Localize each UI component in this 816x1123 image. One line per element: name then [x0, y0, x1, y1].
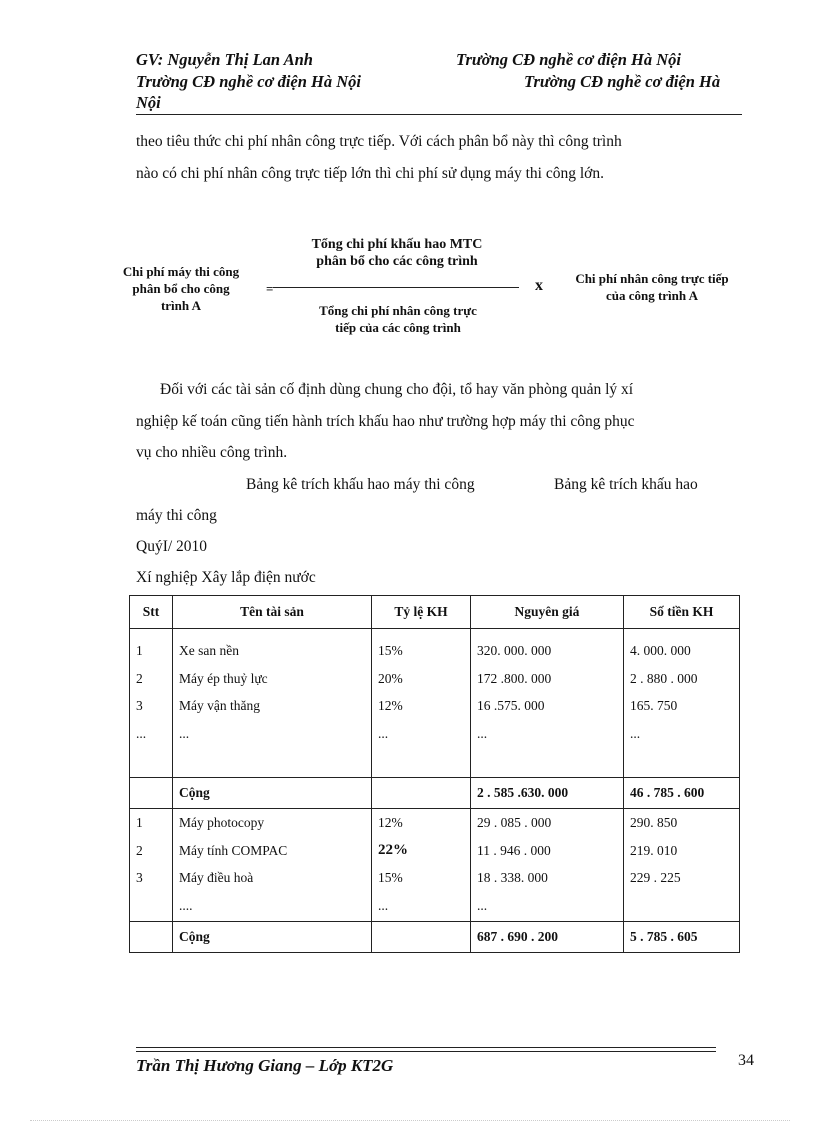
intro-line-2: nào có chi phí nhân công trực tiếp lớn thì chi phí sử dụng máy thi công lớn.: [136, 165, 604, 182]
g1-name-2: Máy ép thuỷ lực: [179, 670, 268, 686]
g2-dep-3: 229 . 225: [630, 870, 681, 885]
formula-lhs: Chi phí máy thi công phân bổ cho công trình A: [122, 264, 240, 313]
header-asset-name: Tên tài sản: [173, 596, 372, 629]
g1-stt-1: 1: [136, 643, 143, 658]
g1-name-1: Xe san nền: [179, 643, 239, 658]
sum2-dep: 5 . 785 . 605: [624, 922, 740, 953]
g1-cost-2: 172 .800. 000: [477, 670, 552, 686]
table-sum-row-2: [130, 922, 740, 953]
footer-author: Trần Thị Hương Giang – Lớp KT2G: [136, 1056, 394, 1075]
g2-cost-4: ...: [477, 897, 488, 913]
header-rate: Tỷ lệ KH: [372, 596, 471, 629]
g2-name-1: Máy photocopy: [179, 815, 265, 830]
table-header-row: [130, 596, 740, 629]
g1-dep-4: ...: [630, 725, 641, 741]
g2-name-4: ....: [179, 897, 193, 913]
g2-stt-3: 3: [136, 870, 143, 885]
g1-dep-3: 165. 750: [630, 698, 678, 713]
sum1-dep: 46 . 785 . 600: [624, 778, 740, 809]
company-label: Xí nghiệp Xây lắp điện nước: [136, 569, 316, 586]
header-school: Trường CĐ nghề cơ điện Hà Nội: [456, 50, 681, 69]
table-row-group2: [130, 809, 740, 922]
header-school-left: Trường CĐ nghề cơ điện Hà Nội: [136, 72, 361, 91]
g2-name-2: Máy tính COMPAC: [179, 842, 288, 858]
sum2-cost: 687 . 690 . 200: [471, 922, 624, 953]
g1-rate-4: ...: [378, 725, 389, 741]
header-stt: Stt: [130, 596, 173, 629]
g2-stt-2: 2: [136, 842, 143, 858]
g2-rate-2: 22%: [378, 841, 408, 858]
table-title-b: Bảng kê trích khấu hao: [554, 476, 698, 493]
g2-cost-2: 11 . 946 . 000: [477, 842, 551, 858]
depreciation-table: [129, 595, 740, 953]
g2-name-3: Máy điều hoà: [179, 870, 254, 885]
formula-equals: =: [266, 281, 274, 296]
g1-cost-4: ...: [477, 725, 488, 741]
formula-denominator: Tổng chi phí nhân công trực tiếp của các công trình: [319, 303, 477, 335]
g2-cost-3: 18 . 338. 000: [477, 870, 548, 885]
table-sum-row-1: [130, 778, 740, 809]
table-title-a: Bảng kê trích khấu hao máy thi công: [246, 476, 475, 493]
page-number: 34: [738, 1052, 754, 1069]
g2-rate-3: 15%: [378, 870, 403, 885]
g2-stt-4: [136, 892, 166, 920]
header-city: Nội: [136, 93, 161, 112]
sum2-label: Cộng: [173, 922, 372, 953]
g1-stt-4: ...: [136, 725, 147, 741]
footer-rule-top: [136, 1047, 716, 1048]
footer-rule-bottom: [136, 1051, 716, 1052]
g2-dep-2: 219. 010: [630, 842, 678, 858]
header-cost: Nguyên giá: [471, 596, 624, 629]
table-title-c: máy thi công: [136, 507, 217, 524]
g2-rate-1: 12%: [378, 815, 403, 830]
formula-rhs: Chi phí nhân công trực tiếp của công trình A: [575, 271, 729, 303]
sum1-cost: 2 . 585 .630. 000: [471, 778, 624, 809]
para1-line-2: nghiệp kế toán cũng tiến hành trích khấu hao như trường hợp máy thi công phục: [136, 413, 635, 430]
g2-rate-4: ...: [378, 897, 389, 913]
g1-name-3: Máy vận thăng: [179, 698, 260, 713]
g1-stt-2: 2: [136, 670, 143, 686]
g1-cost-3: 16 .575. 000: [477, 698, 545, 713]
header-depreciation: Số tiền KH: [624, 596, 740, 629]
g1-stt-3: 3: [136, 698, 143, 713]
g2-dep-4: [630, 892, 733, 920]
g2-cost-1: 29 . 085 . 000: [477, 815, 552, 830]
g1-rate-2: 20%: [378, 670, 403, 686]
g1-name-4: ...: [179, 725, 190, 741]
page-bottom-dotted-rule: [30, 1120, 790, 1121]
g1-dep-1: 4. 000. 000: [630, 643, 691, 658]
intro-line-1: theo tiêu thức chi phí nhân công trực tiếp. Với cách phân bổ này thì công trình: [136, 133, 622, 150]
header-school-right: Trường CĐ nghề cơ điện Hà: [524, 72, 721, 91]
g2-dep-1: 290. 850: [630, 815, 678, 830]
fraction-line: [273, 287, 519, 288]
table-row-group1: [130, 629, 740, 778]
sum1-label: Cộng: [173, 778, 372, 809]
g2-stt-1: 1: [136, 815, 143, 830]
g1-dep-2: 2 . 880 . 000: [630, 670, 698, 686]
para1-line-3: vụ cho nhiều công trình.: [136, 444, 288, 461]
g1-cost-1: 320. 000. 000: [477, 643, 552, 658]
header-teacher: GV: Nguyễn Thị Lan Anh: [136, 50, 313, 69]
para1-line-1: Đối với các tài sản cố định dùng chung cho đội, tổ hay văn phòng quản lý xí: [160, 381, 634, 398]
formula-numerator: Tổng chi phí khấu hao MTC phân bổ cho các công trình: [311, 237, 483, 269]
quarter-label: QuýI/ 2010: [136, 538, 208, 555]
header-rule: [136, 114, 742, 115]
g1-rate-1: 15%: [378, 643, 403, 658]
formula-times: x: [535, 277, 543, 294]
g1-rate-3: 12%: [378, 698, 403, 713]
